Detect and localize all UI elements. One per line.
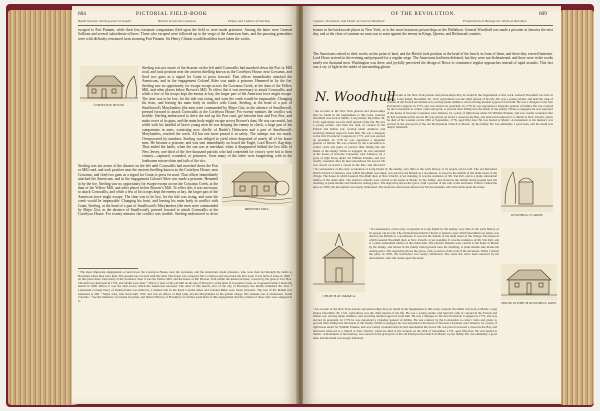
right-subhead-left: Capture, Treatment, and Death of General Woodhull [313, 19, 385, 23]
left-subhead-left: Battle between Sterling and Cornwallis [78, 19, 132, 23]
left-subhead-right: Defeat and Capture of Sterling [228, 19, 270, 23]
right-notes-bottom: ¹ An account of the New York prisons and prison-ships may be found in the Supplement to this work. General Woodhull was born at Mastic, Long Island, December 30, 1722. Agriculture was the chief pursuit of his life. He was a young soldier, and held the rank of colonel in the French and Indian war, serving under Amherst, and receiving marked approval from him. He was a delegate to the first Provincial Congress in 1775, and was elected its president. In 1776 he was appointed a brigadier general of militia. He was ordered by the Convention to collect cattle and grain, to prevent their falling into the hands of the enemy. While so engaged, he was surprised at the house of Increase Carpenter, near Jamaica, by a party of light horse under Sir William Erskine, and was cruelly wounded after he had surrendered his sword. He was placed on board a vessel in the Bay, and afterward removed to a church at New Utrecht, where he died of his wounds on the 20th of September, 1776, aged fifty-four. He was buried at Mastic. A monument to his memory was erected in the graveyard of the old Presbyterian Church at Mastic, by his family. He was eminently a good man, and his death was deeply lamented. [313, 308, 497, 340]
cortelyou-house-caption: CORTELYOU HOUSE. [93, 103, 125, 107]
woodhull-death-house-engraving [501, 264, 557, 300]
woodhull-grave-engraving [501, 168, 553, 212]
cortelyou-house-engraving [80, 66, 138, 102]
right-notes-upper: ¹ An account of the New York prisons and prison-ships may be found in the Supplement to this work. General Woodhull was born at Mastic, Long Island, December 30, 1722. Agriculture was the chief pursuit of his life. He was a young soldier, and held the rank of colonel in the French and Indian war, serving under Amherst, and receiving marked approval from him. He was a delegate to the first Provincial Congress in 1775, and was elected its president. In 1776 he was appointed a brigadier general of militia. He was ordered by the Convention to collect cattle and grain, to prevent their falling into the hands of the enemy. While so engaged, he was surprised at the house of Increase Carpenter, near Jamaica, by a party of light horse under Sir William Erskine, and was cruelly wounded after he had surrendered his sword. He was placed on board a vessel in the Bay, and afterward removed to a church at New Utrecht, where he died of his wounds on the 20th of September, 1776, aged fifty-four. He was buried at Mastic. A monument to his memory was erected in the graveyard of the old Presbyterian Church at Mastic, by his family. He was eminently a good man, and his death was deeply lamented. [387, 94, 553, 130]
page-edges-left [8, 10, 78, 405]
left-running-head: PICTORIAL FIELD-BOOK [136, 11, 208, 17]
right-body-intro: houses in the backwoods places in New York, or to the more luxurious prison-ships at the Wallabout. General Woodhull was made a prisoner at Jamaica the next day, and at the close of summer no man was to arms against the enemy in Kings, Queens, and Richmond counties. [313, 28, 553, 37]
left-footnotes: ¹ The most important engagement occurred near the Cortelyou House, near the Gowanus, and the Americans made prisoners, who were then led through the fields to Brooklyn where they were held. The ground was covered with the slain. The house was owned by Mr. Cortelyou and stood near the Port road; it was built of stone in 1699. ² At this place there were many of the wounded. Near it was the Yellow Mill, and the house of Mr. Brower, both within the American lines, covered by the guns of Fort Box. The mill was destroyed in 1776, and rebuilt soon after. ³ This is a view of the old mill on the site of Brower's, at the head of Gowanus Creek, as it appeared when I made the sketch in 1850. Below it was the dam across which the Americans retreated. The artist of this sketch, now of the city of Brooklyn, has kindly furnished the view. ⁴ Lieutenant Colonel Parry of Pennsylvania was killed by a musket ball in the head; Colonel Atlee and Colonel Miles were made prisoners. The loss of the British was estimated at 400. ⁵ Major Gist, who lived until 1792, and was an officer of high rank, led the Marylanders in the gallant charge. His remains rest at Charleston, South Carolina. ⁶ See the Memoirs of Colonel Graydon, and Stiles's History of Brooklyn, for further particulars of this engagement and the conduct of those who were engaged in it. [78, 271, 292, 303]
left-head-rule [78, 25, 292, 26]
left-body-continued: Sterling was not aware of the disaster on the left until Cornwallis had marched down the Port or Mill road, and took position near the ancient dwelling known as the Cortelyou House, near Gowanus, and fired two guns as a signal for Grant to press forward. That officer immediately attacked the Americans, and in the engagement Colonel Atlee was made a prisoner. Hemmed in by the foe, Sterling saw no opportunity for escape except across the Gowanus Creek, at the dam of the Yellow Mill, and other places below Brower's Mill. To effect this it was necessary to attack Cornwallis, and while a few of his troops kept the enemy at bay, the larger part of the American force might escape. The time was to be lost, for the tide was rising, and soon the creek would be impassable. Changing his front, and leaving his main body in conflict with Grant, Sterling, at the head of a part of Smallwood's Marylanders (the men were commanded by Major Gist, in the absence of Smallwood), pressed forward to attack Cornwallis at the Cortelyou House. For twenty minutes the conflict was terrible. Sterling endeavored to drive [78, 164, 218, 216]
browers-mill-caption: BROWER'S MILL. [244, 207, 270, 211]
left-subhead-center: Retreat across the Gowanus [158, 19, 197, 23]
right-running-head: OF THE REVOLUTION. [391, 11, 456, 17]
right-page [303, 6, 561, 404]
right-notes-upper-left: ¹ An account of the New York prisons and prison-ships may be found in the Supplement to this work. General Woodhull was born at Mastic, Long Island, December 30, 1722. Agriculture was the chief pursuit of his life. He was a young soldier, and held the rank of colonel in the French and Indian war, serving under Amherst, and receiving marked approval from him. He was a delegate to the first Provincial Congress in 1775, and was elected its president. In 1776 he was appointed a brigadier general of militia. He was ordered by the Convention to collect cattle and grain, to prevent their falling into the hands of the enemy. While so engaged, he was surprised at the house of Increase Carpenter, near Jamaica, by a party of light horse under Sir William Erskine, and was cruelly wounded after he had surrendered his sword. He was placed on board a vessel in the Bay, and afterward [313, 110, 385, 166]
right-head-rule [313, 25, 553, 26]
page-edges-right [560, 10, 594, 405]
left-footnote-rule [78, 268, 138, 269]
woodhull-death-house-caption: HOUSE IN WHICH WOODHULL DIED. [501, 301, 557, 305]
right-notes-lower: ¹ In consequence of the early occupation of Long Island by the enemy, very little of the early history of its people can be told. The old Reformed Dutch Church at Jamaica, near which Woodhull was taken, was used by the British as a storehouse. It stood in the middle of the main street of the village. The house in which General Woodhull died, at New Utrecht, is yet standing. It was the residence of Mr. Van Pelt, and is a plain, substantial edifice of the olden time. The patriot's remains were carried to his home at Mastic by his family, and buried in the family burial-ground near his dwelling. A plain marble slab marks his resting-place. The engraving shows the grave, with a portion of the wall of the enclosure. When I visited the place in 1850, the inscription was nearly obliterated. The stone has since been renewed by his descendants, who still reside upon the estate. [369, 228, 499, 260]
jamaica-church-caption: CHURCH AT JAMAICA. [322, 294, 356, 298]
left-page [72, 6, 298, 404]
left-page-number: 604 [78, 11, 86, 17]
right-notes-middle: ¹ In consequence of the early occupation of Long Island by the enemy, very little of the early history of its people can be told. The old Reformed Dutch Church at Jamaica, near which Woodhull was taken, was used by the British as a storehouse. It stood in the middle of the main street of the village. The house in which General Woodhull died, at New Utrecht, is yet standing. It was the residence of Mr. Van Pelt, and is a plain, substantial edifice of the olden time. The patriot's remains were carried to his home at Mastic by his family, and buried in the family burial-ground near his dwelling. A plain marble slab marks his resting-place. The engraving shows the grave, with a portion of the wall of the enclosure. When I visited the place in 1850, the inscription was nearly obliterated. The stone has since been renewed by his descendants, who still reside upon the estate. [313, 168, 497, 189]
browers-mill-engraving [222, 164, 292, 206]
right-subhead-right: Preparations to Besiege the Works at Brooklyn [463, 19, 527, 23]
woodhull-signature: N. Woodhull [315, 90, 396, 105]
jamaica-church-engraving [313, 232, 365, 292]
right-page-number: 609 [539, 11, 547, 17]
right-body-main: The Americans retired to their works on the point of land, and the British took position at the head of the beach, in front of them, and there they erected batteries. Lord Howe arrived in the evening and prepared for a regular siege. The Americans had been defeated, but they were not disheartened, and there were in the works nearly ten thousand men. Washington was there, and joyfully perceived the design of Howe to commence regular approaches instead of rapid assaults. This fact was a ray of light in the midst of surrounding gloom. [313, 52, 553, 70]
left-body-main: Sterling was not aware of the disaster on the left until Cornwallis had marched down the Port or Mill road, and took position near the ancient dwelling known as the Cortelyou House, near Gowanus, and fired two guns as a signal for Grant to press forward. That officer immediately attacked the Americans, and in the engagement Colonel Atlee was made a prisoner. Hemmed in by the foe, Sterling saw no opportunity for escape except across the Gowanus Creek, at the dam of the Yellow Mill, and other places below Brower's Mill. To effect this it was necessary to attack Cornwallis, and while a few of his troops kept the enemy at bay, the larger part of the American force might escape. The time was to be lost, for the tide was rising, and soon the creek would be impassable. Changing his front, and leaving his main body in conflict with Grant, Sterling, at the head of a part of Smallwood's Marylanders (the men were commanded by Major Gist, in the absence of Smallwood), pressed forward to attack Cornwallis at the Cortelyou House. For twenty minutes the conflict was terrible. Sterling endeavored to drive the earl up the Port road, get between him and Fort Box, and make cover of its guns, and the main body might escape across Brower's dam. He was successful, but while with his handful of brave young men he was keeping the enemy in check, a large part of his companions in arms, consisting now chiefly of Haslet's Delawares and a part of Smallwood's Marylanders, reached the creek. All but one more passed it in safety. The attempt was too much. Overpowered by numbers, Sterling was obliged to yield when despaired of nearly all of his brave men. He became a prisoner, and was sent immediately on board the Eagle, Lord Howe's flag-ship. Thus ended the battle, when the sun was at meridian; when it disappeared behind the low hills of New Jersey, one third of the five thousand patriots who had contended for victory were lost to their country—captured, wounded, or prisoners. Soon many of the latter were languishing with in the loathsome prison-ships and jails of the city. [142, 66, 292, 162]
left-body-intro: escaped to Fort Putnam, while their less fortunate companions filed upon the field or were made prisoners. Among the latter were General Sullivan and several subordinate officers. Those who escaped were followed up to the verge of the American lines, and the pursuing grenadiers were with difficulty restrained from storming Fort Putnam. Sir Henry Clinton would doubtless have taken the works. [78, 28, 292, 41]
woodhull-grave-caption: WOODHULL'S GRAVE. [510, 213, 544, 217]
